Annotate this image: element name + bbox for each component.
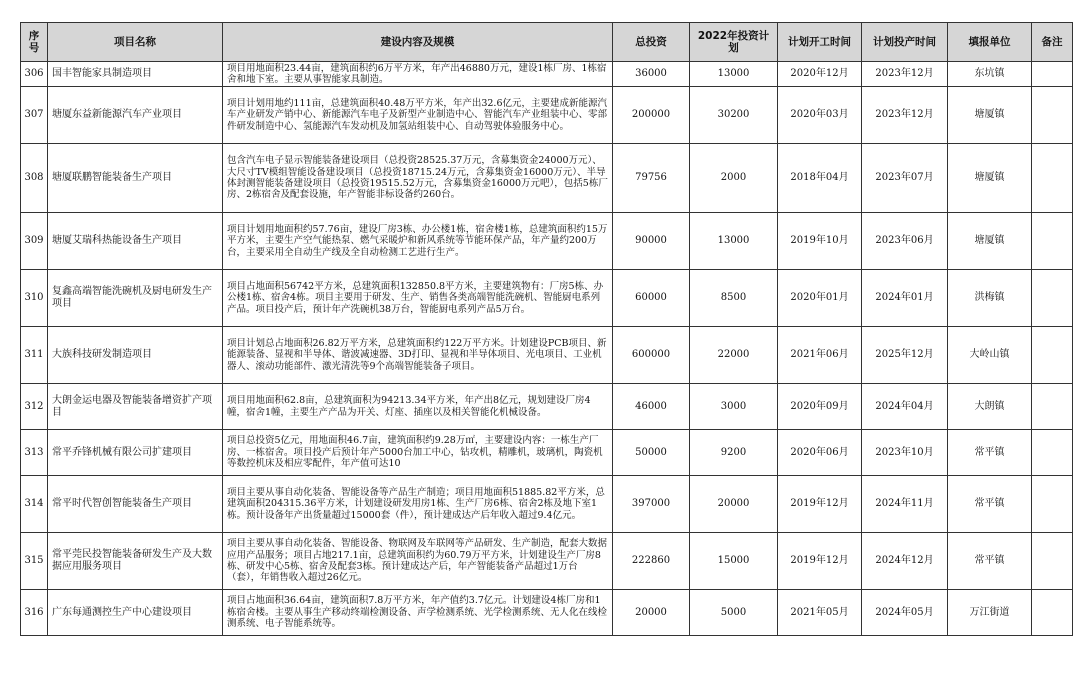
cell-content: 项目用地面积62.8亩，总建筑面积为94213.34平方米，年产出8亿元，规划建设厂房4幢，宿舍1幢，主要生产产品为开关、灯座、插座以及相关智能化机械设备。 [223,384,613,430]
cell-2022-plan: 5000 [690,590,778,636]
cell-2022-plan: 20000 [690,476,778,533]
table-row [21,327,1073,384]
cell-reporting-unit: 塘厦镇 [948,144,1032,213]
cell-content: 项目占地面积36.64亩，建筑面积7.8万平方米，年产值约3.7亿元。计划建设4栋厂房和1栋宿舍楼。主要从事生产移动终端检测设备、声学检测系统、光学检测系统、无人化在线检测系统、电子智能系统等。 [223,590,613,636]
cell-serial-no: 316 [21,590,48,636]
header-project-name: 项目名称 [48,23,223,62]
cell-project-name: 常平时代智创智能装备生产项目 [48,476,223,533]
cell-start-time: 2019年12月 [778,476,862,533]
cell-remark [1032,590,1073,636]
cell-reporting-unit: 大朗镇 [948,384,1032,430]
cell-remark [1032,327,1073,384]
cell-reporting-unit: 常平镇 [948,533,1032,590]
cell-serial-no: 314 [21,476,48,533]
cell-remark [1032,144,1073,213]
header-start-time: 计划开工时间 [778,23,862,62]
cell-production-time: 2023年12月 [862,87,948,144]
cell-project-name: 国丰智能家具制造项目 [48,62,223,87]
table-row [21,476,1073,533]
cell-start-time: 2020年01月 [778,270,862,327]
cell-start-time: 2020年06月 [778,430,862,476]
cell-start-time: 2020年12月 [778,62,862,87]
cell-remark [1032,384,1073,430]
cell-project-name: 大朗金运电器及智能装备增资扩产项目 [48,384,223,430]
table-row [21,384,1073,430]
cell-total-investment: 60000 [613,270,690,327]
table-row [21,62,1073,87]
cell-reporting-unit: 常平镇 [948,476,1032,533]
cell-production-time: 2024年01月 [862,270,948,327]
cell-reporting-unit: 万江街道 [948,590,1032,636]
cell-content: 项目用地面积23.44亩，建筑面积约6万平方米，年产出46880万元，建设1栋厂房、1栋宿舍和地下室。主要从事智能家具制造。 [223,62,613,87]
cell-serial-no: 313 [21,430,48,476]
cell-content: 包含汽车电子显示智能装备建设项目（总投资28525.37万元，含募集资金24000万元）、大尺寸TV模组智能设备建设项目（总投资18715.24万元，含募集资金16000万元）、半导体封测智能装备建设项目（总投资19515.52万元，含募集资金16000万元吧），包括5栋厂房、2栋宿舍及配套设施，年产智能非标设备约260台。 [223,144,613,213]
cell-2022-plan: 15000 [690,533,778,590]
cell-2022-plan: 30200 [690,87,778,144]
cell-reporting-unit: 东坑镇 [948,62,1032,87]
cell-2022-plan: 13000 [690,62,778,87]
header-reporting-unit: 填报单位 [948,23,1032,62]
table-row [21,430,1073,476]
cell-content: 项目计划用地面积约57.76亩，建设厂房3栋、办公楼1栋，宿舍楼1栋，总建筑面积约15万平方米，主要生产空气能热泵、燃气采暖炉和新风系统等节能环保产品，年产量约200万台，主要采用全自动生产线及全自动检测工艺进行生产。 [223,213,613,270]
cell-reporting-unit: 大岭山镇 [948,327,1032,384]
cell-2022-plan: 9200 [690,430,778,476]
cell-serial-no: 311 [21,327,48,384]
cell-serial-no: 306 [21,62,48,87]
cell-reporting-unit: 塘厦镇 [948,213,1032,270]
table-body [21,62,1073,636]
cell-total-investment: 50000 [613,430,690,476]
header-remark: 备注 [1032,23,1073,62]
cell-production-time: 2023年10月 [862,430,948,476]
cell-serial-no: 315 [21,533,48,590]
cell-remark [1032,270,1073,327]
cell-production-time: 2023年12月 [862,62,948,87]
cell-content: 项目主要从事自动化装备、智能设备、物联网及车联网等产品研发、生产制造，配套大数据应用产品服务；项目占地217.1亩，总建筑面积约为60.79万平方米，计划建设生产厂房8栋、研发中心5栋、宿舍及配套3栋。预计建成达产后，年产智能装备产品超过1万台（套），年销售收入超过26亿元。 [223,533,613,590]
cell-reporting-unit: 洪梅镇 [948,270,1032,327]
cell-serial-no: 308 [21,144,48,213]
cell-start-time: 2021年06月 [778,327,862,384]
cell-project-name: 常平莞民投智能装备研发生产及大数据应用服务项目 [48,533,223,590]
cell-total-investment: 46000 [613,384,690,430]
cell-total-investment: 200000 [613,87,690,144]
table-row [21,590,1073,636]
cell-2022-plan: 8500 [690,270,778,327]
cell-start-time: 2021年05月 [778,590,862,636]
cell-start-time: 2020年09月 [778,384,862,430]
cell-reporting-unit: 塘厦镇 [948,87,1032,144]
table-row [21,270,1073,327]
cell-project-name: 大族科技研发制造项目 [48,327,223,384]
cell-serial-no: 307 [21,87,48,144]
header-total-investment: 总投资 [613,23,690,62]
cell-remark [1032,87,1073,144]
cell-production-time: 2024年11月 [862,476,948,533]
cell-total-investment: 397000 [613,476,690,533]
cell-2022-plan: 2000 [690,144,778,213]
project-table [20,22,1073,636]
cell-production-time: 2024年12月 [862,533,948,590]
cell-total-investment: 79756 [613,144,690,213]
cell-serial-no: 312 [21,384,48,430]
header-serial-no: 序号 [21,23,48,62]
table-row [21,213,1073,270]
cell-serial-no: 309 [21,213,48,270]
table-row [21,533,1073,590]
table-header-row [21,23,1073,62]
cell-production-time: 2023年06月 [862,213,948,270]
cell-total-investment: 222860 [613,533,690,590]
header-content: 建设内容及规模 [223,23,613,62]
cell-content: 项目总投资5亿元，用地面积46.7亩，建筑面积约9.28万㎡，主要建设内容：一栋生产厂房、一栋宿舍。项目投产后预计年产5000台加工中心，钻攻机，精雕机，玻璃机，陶瓷机等数控机床及相应零配件，年产值可达10 [223,430,613,476]
cell-start-time: 2020年03月 [778,87,862,144]
cell-remark [1032,430,1073,476]
table-row [21,87,1073,144]
cell-start-time: 2019年10月 [778,213,862,270]
cell-total-investment: 600000 [613,327,690,384]
cell-project-name: 塘厦联鹏智能装备生产项目 [48,144,223,213]
cell-production-time: 2024年04月 [862,384,948,430]
cell-reporting-unit: 常平镇 [948,430,1032,476]
cell-project-name: 塘厦艾瑞科热能设备生产项目 [48,213,223,270]
cell-project-name: 广东每通测控生产中心建设项目 [48,590,223,636]
cell-serial-no: 310 [21,270,48,327]
table-row [21,144,1073,213]
cell-start-time: 2018年04月 [778,144,862,213]
cell-2022-plan: 3000 [690,384,778,430]
cell-2022-plan: 13000 [690,213,778,270]
cell-content: 项目主要从事自动化装备、智能设备等产品生产制造；项目用地面积51885.82平方米，总建筑面积204315.36平方米，计划建设研发用房1栋、生产厂房6栋、宿舍2栋及地下室1栋。预计设备年产出货量超过15000套（件），预计建成达产后年收入超过9.4亿元。 [223,476,613,533]
header-2022-plan: 2022年投资计划 [690,23,778,62]
cell-content: 项目计划总占地面积26.82万平方米，总建筑面积约122万平方米。计划建设PCB项目、新能源装备、显视和半导体、谐波减速器、3D打印、显视和半导体项目、光电项目、工业机器人、滚动功能部件、激光清洗等9个高端智能装备子项目。 [223,327,613,384]
header-production-time: 计划投产时间 [862,23,948,62]
cell-production-time: 2025年12月 [862,327,948,384]
cell-2022-plan: 22000 [690,327,778,384]
cell-content: 项目计划用地约111亩，总建筑面积40.48万平方米，年产出32.6亿元，主要建成新能源汽车产业研发产销中心、新能源汽车电子及新型产业制造中心、智能汽车产业组装中心、零部件研发制造中心、氢能源汽车发动机及加氢站组装中心、自动驾驶体验服务中心。 [223,87,613,144]
cell-production-time: 2024年05月 [862,590,948,636]
cell-total-investment: 90000 [613,213,690,270]
cell-remark [1032,213,1073,270]
cell-project-name: 复鑫高端智能洗碗机及厨电研发生产项目 [48,270,223,327]
cell-total-investment: 36000 [613,62,690,87]
cell-project-name: 塘厦东益新能源汽车产业项目 [48,87,223,144]
cell-content: 项目占地面积56742平方米，总建筑面积132850.8平方米，主要建筑物有：厂房5栋、办公楼1栋、宿舍4栋。项目主要用于研发、生产、销售各类高端智能洗碗机、智能厨电系列产品。项目投产后，预计年产洗碗机38万台，智能厨电系列产品5万台。 [223,270,613,327]
cell-start-time: 2019年12月 [778,533,862,590]
cell-remark [1032,62,1073,87]
cell-total-investment: 20000 [613,590,690,636]
cell-production-time: 2023年07月 [862,144,948,213]
cell-project-name: 常平乔锋机械有限公司扩建项目 [48,430,223,476]
cell-remark [1032,476,1073,533]
cell-remark [1032,533,1073,590]
